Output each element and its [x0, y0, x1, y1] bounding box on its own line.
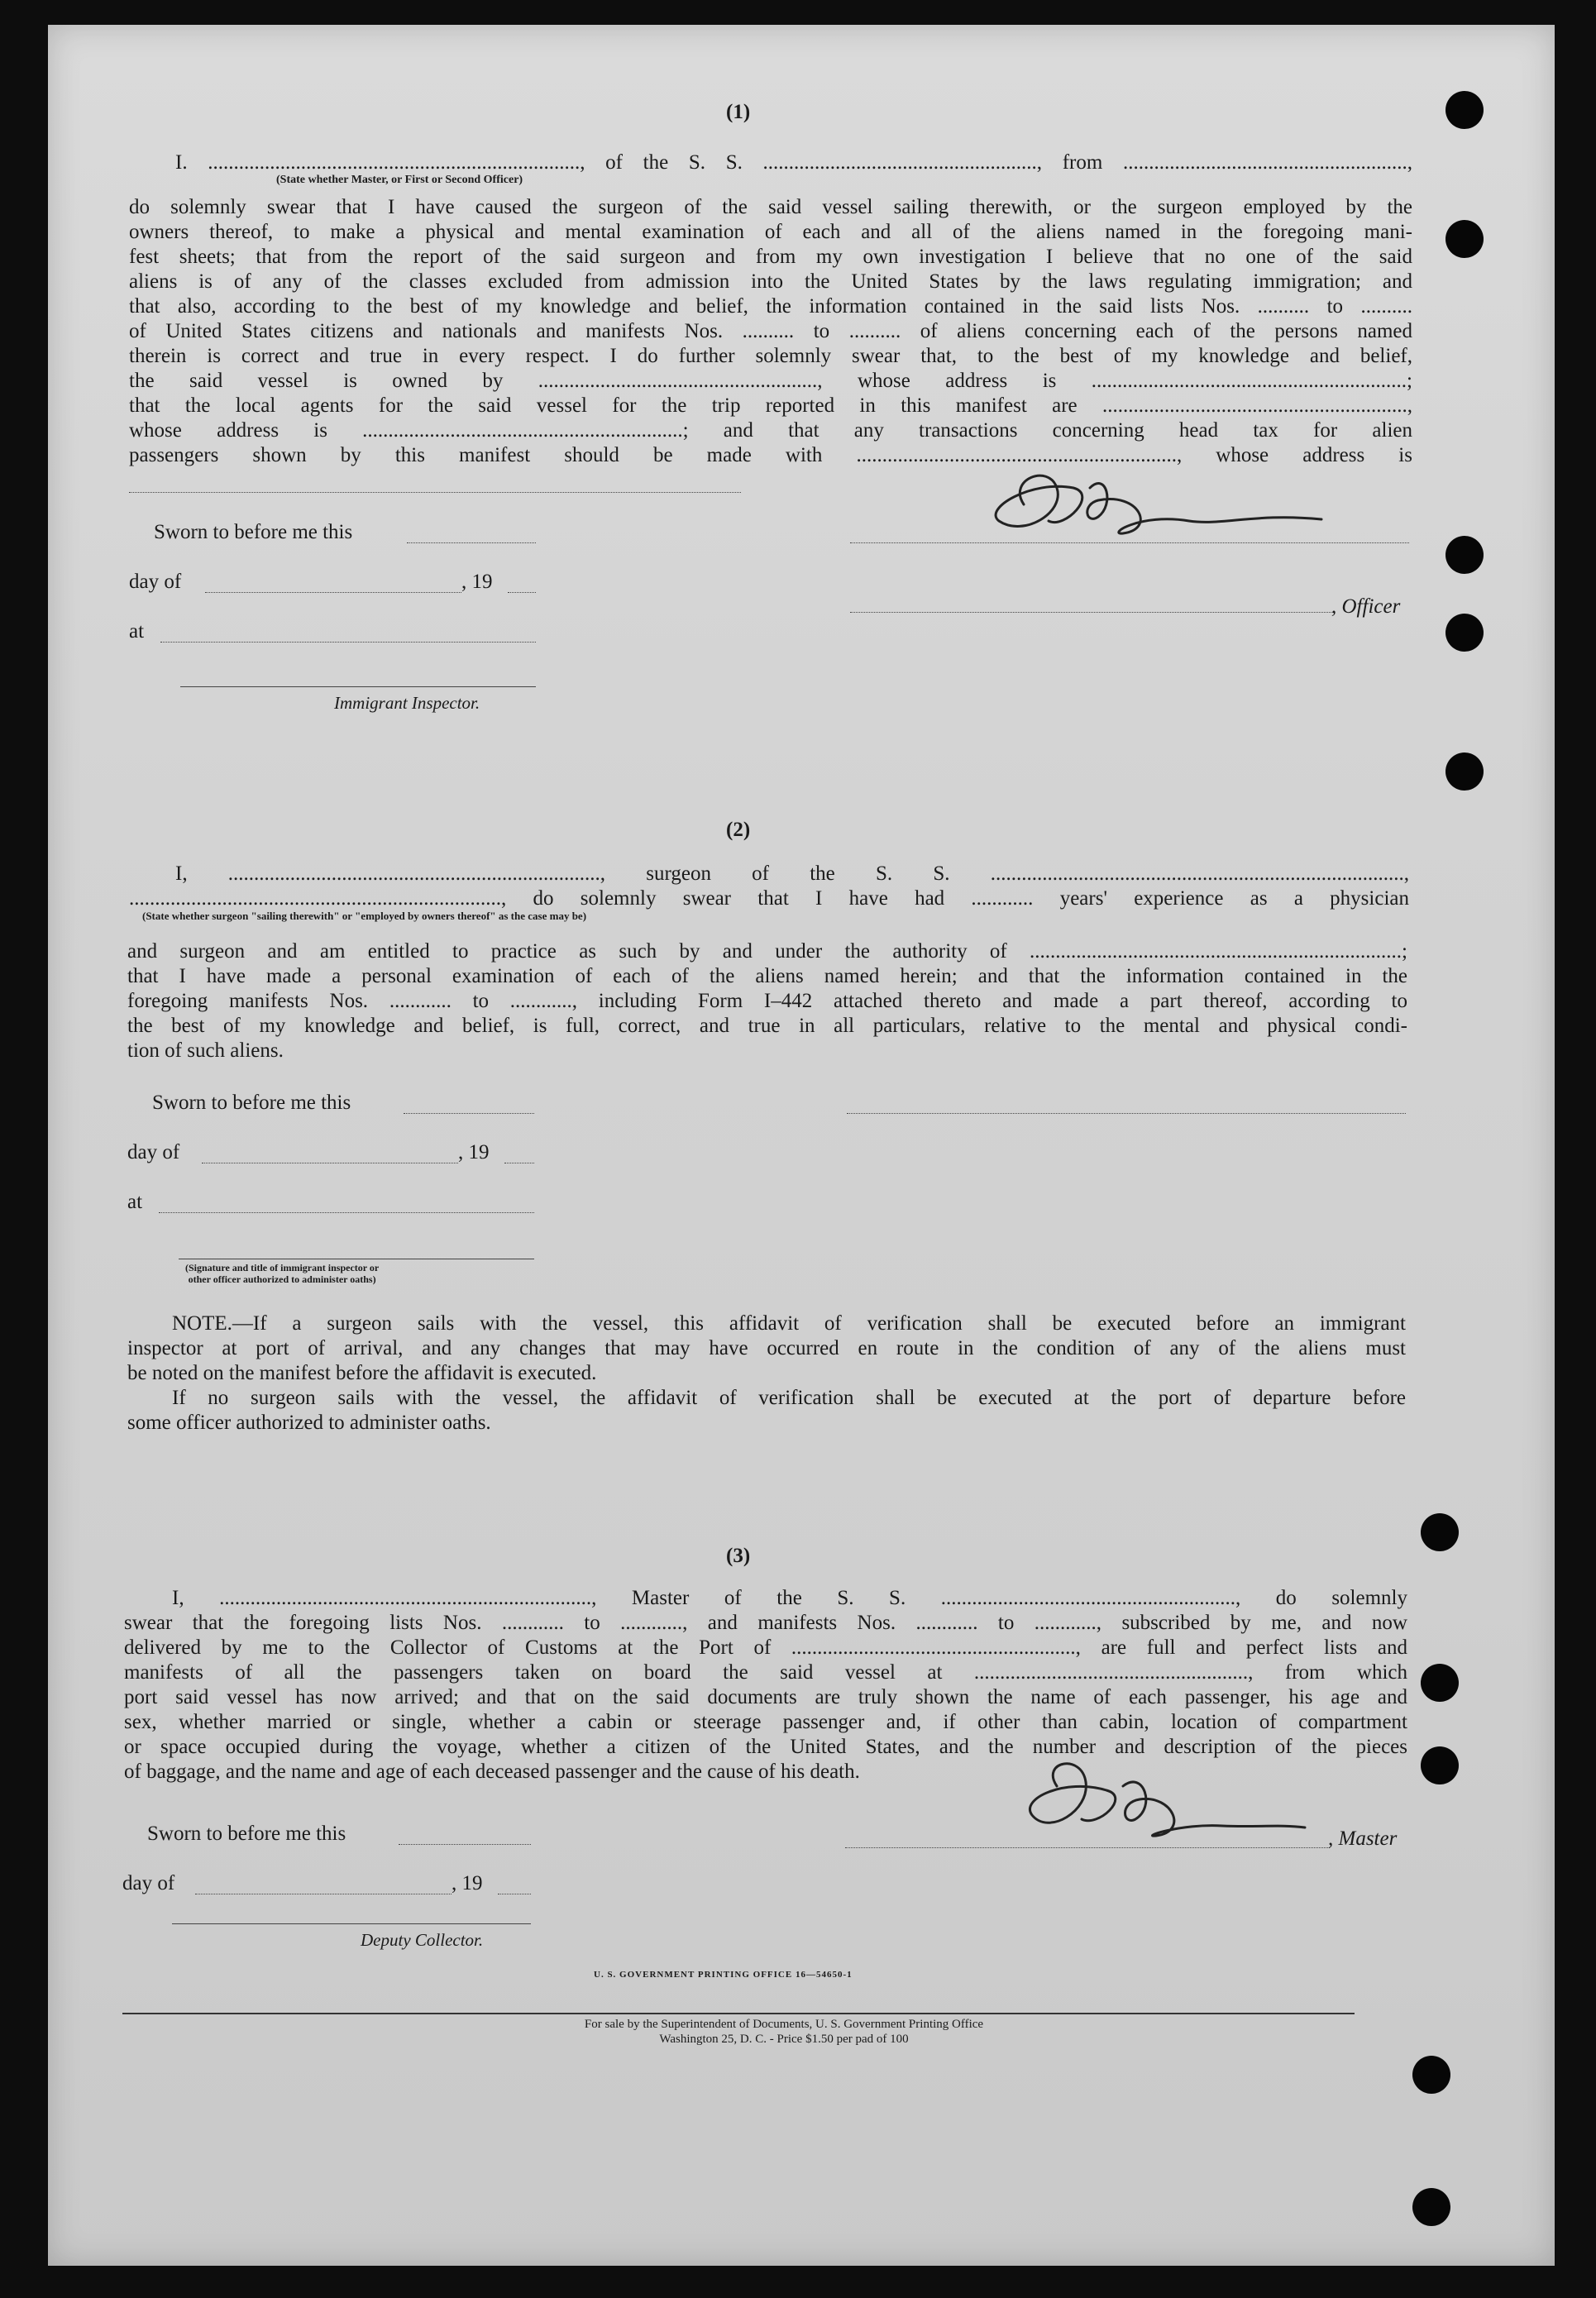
section-2-line: tion of such aliens. — [127, 1039, 284, 1062]
section-2-number: (2) — [726, 819, 751, 841]
year-label: , 19 — [461, 571, 493, 593]
binder-hole — [1445, 752, 1484, 791]
section-2-first-line: I, ........................................................................, surgeon of the S. S. ................................................................................, — [175, 862, 1409, 885]
footer-line-2: Washington 25, D. C. - Price $1.50 per pad of 100 — [659, 2033, 909, 2046]
section-1-line: aliens is of any of the classes excluded from admission into the United States by the laws regulating immigration; and — [129, 270, 1412, 293]
day-of-label: day of — [127, 1141, 180, 1163]
at-line — [160, 642, 536, 643]
binder-hole — [1445, 91, 1484, 129]
sworn-date-line — [399, 1844, 531, 1845]
section-3-line: sex, whether married or single, whether a cabin or steerage passenger and, if other than cabin, location of compartment — [124, 1711, 1407, 1733]
binder-hole — [1445, 536, 1484, 574]
note-line: inspector at port of arrival, and any changes that may have occurred en route in the condition of any of the aliens must — [127, 1337, 1406, 1359]
day-of-label: day of — [129, 571, 182, 593]
footer-rule — [122, 2013, 1355, 2014]
section-3-line: delivered by me to the Collector of Customs at the Port of ......................................................., are full and perfect lists and — [124, 1636, 1407, 1659]
section-1-line: the said vessel is owned by ......................................................, whose address is .............................................................; — [129, 370, 1412, 392]
section-1-caption: (State whether Master, or First or Second Officer) — [276, 174, 523, 186]
year-line — [508, 592, 536, 593]
section-1-line: therein is correct and true in every respect. I do further solemnly swear that, to the best of my knowledge and belief, — [129, 345, 1412, 367]
section-1-line: that also, according to the best of my knowledge and belief, the information contained in the said lists Nos. .......... to .......... — [129, 295, 1412, 318]
master-label: , Master — [1328, 1827, 1398, 1850]
section-1-line: fest sheets; that from the report of the said surgeon and from my own investigation I believe that no one of the said — [129, 246, 1412, 268]
year-label: , 19 — [452, 1872, 483, 1894]
collector-label: Deputy Collector. — [361, 1930, 484, 1950]
day-of-line — [205, 592, 461, 593]
section-3-line: swear that the foregoing lists Nos. ............ to ............, and manifests Nos. ............ to ............, subscribed by me, and now — [124, 1612, 1407, 1634]
binder-hole — [1421, 1746, 1459, 1784]
section-3-line: or space occupied during the voyage, whether a citizen of the United States, and the number and description of the pieces — [124, 1736, 1407, 1758]
at-label: at — [127, 1191, 143, 1213]
section-1-first-line: I. ........................................................................, of the S. S. ....................................................., from ......................................................., — [175, 151, 1412, 174]
section-1-line: passengers shown by this manifest should be made with .............................................................., whose address is — [129, 444, 1412, 466]
sworn-date-line — [407, 542, 536, 543]
sworn-label: Sworn to before me this — [154, 521, 353, 543]
sworn-date-line — [404, 1113, 534, 1114]
sworn-label: Sworn to before me this — [152, 1092, 351, 1114]
section-1-number: (1) — [726, 101, 751, 123]
inspector-line — [180, 686, 536, 687]
master-signature-line — [845, 1847, 1330, 1848]
at-label: at — [129, 620, 145, 643]
officer-line — [850, 612, 1333, 613]
binder-hole — [1445, 614, 1484, 652]
binder-hole — [1412, 2188, 1450, 2226]
address-line — [129, 492, 741, 493]
section-1-line: owners thereof, to make a physical and mental examination of each and all of the aliens named in the foregoing mani- — [129, 221, 1412, 243]
sworn-label: Sworn to before me this — [147, 1823, 346, 1845]
note-line: some officer authorized to administer oaths. — [127, 1412, 491, 1434]
signature-line — [850, 542, 1409, 543]
section-2-line: foregoing manifests Nos. ............ to ............, including Form I–442 attached thereto and made a part thereof, according to — [127, 990, 1407, 1012]
section-2-caption: (State whether surgeon "sailing therewith" or "employed by owners thereof" as the case may be) — [142, 910, 587, 922]
section-3-line: I, ........................................................................, Master of the S. S. ........................................................., do solemnly — [172, 1587, 1407, 1609]
note-line: If no surgeon sails with the vessel, the affidavit of verification shall be executed at the port of departure before — [172, 1387, 1406, 1409]
binder-hole — [1412, 2056, 1450, 2094]
officer-label: , Officer — [1331, 595, 1401, 618]
binder-hole — [1421, 1664, 1459, 1702]
inspector-signature-caption: (Signature and title of immigrant inspector or other officer authorized to administer oaths) — [185, 1262, 380, 1285]
inspector-label: Immigrant Inspector. — [334, 693, 480, 713]
section-3-number: (3) — [726, 1545, 751, 1567]
officer-signature — [974, 455, 1355, 554]
section-1-line: do solemnly swear that I have caused the surgeon of the said vessel sailing therewith, or the surgeon employed by the — [129, 196, 1412, 218]
section-3-line: of baggage, and the name and age of each deceased passenger and the cause of his death. — [124, 1761, 860, 1783]
section-3-line: port said vessel has now arrived; and that on the said documents are truly shown the name of each passenger, his age and — [124, 1686, 1407, 1708]
form-page — [48, 25, 1555, 2266]
note-line: be noted on the manifest before the affidavit is executed. — [127, 1362, 597, 1384]
section-2-line: and surgeon and am entitled to practice as such by and under the authority of ........................................................................; — [127, 940, 1407, 963]
section-2-line: the best of my knowledge and belief, is full, correct, and true in all particulars, relative to the mental and physical condi- — [127, 1015, 1407, 1037]
year-label: , 19 — [458, 1141, 490, 1163]
section-2-second-line: ........................................................................, do solemnly swear that I have had ............ years' experience as a physician — [129, 887, 1409, 910]
note-line: NOTE.—If a surgeon sails with the vessel, this affidavit of verification shall be executed before an immigrant — [172, 1312, 1406, 1335]
signature-line — [847, 1113, 1406, 1114]
section-3-line: manifests of all the passengers taken on board the said vessel at ....................................................., from which — [124, 1661, 1407, 1684]
binder-hole — [1445, 220, 1484, 258]
master-signature — [999, 1745, 1313, 1852]
collector-line — [172, 1923, 531, 1924]
at-line — [159, 1212, 534, 1213]
binder-hole — [1421, 1513, 1459, 1551]
section-2-line: that I have made a personal examination of each of the aliens named herein; and that the information contained in the — [127, 965, 1407, 987]
day-of-label: day of — [122, 1872, 175, 1894]
section-1-line: that the local agents for the said vessel for the trip reported in this manifest are ..........................................................., — [129, 394, 1412, 417]
printing-office-imprint: U. S. GOVERNMENT PRINTING OFFICE 16—54650-1 — [594, 1970, 853, 1980]
footer-line-1: For sale by the Superintendent of Documents, U. S. Government Printing Office — [584, 2018, 984, 2031]
section-1-line: of United States citizens and nationals and manifests Nos. .......... to .......... of aliens concerning each of the persons named — [129, 320, 1412, 342]
section-1-line: whose address is ..............................................................; and that any transactions concerning head tax for alien — [129, 419, 1412, 442]
